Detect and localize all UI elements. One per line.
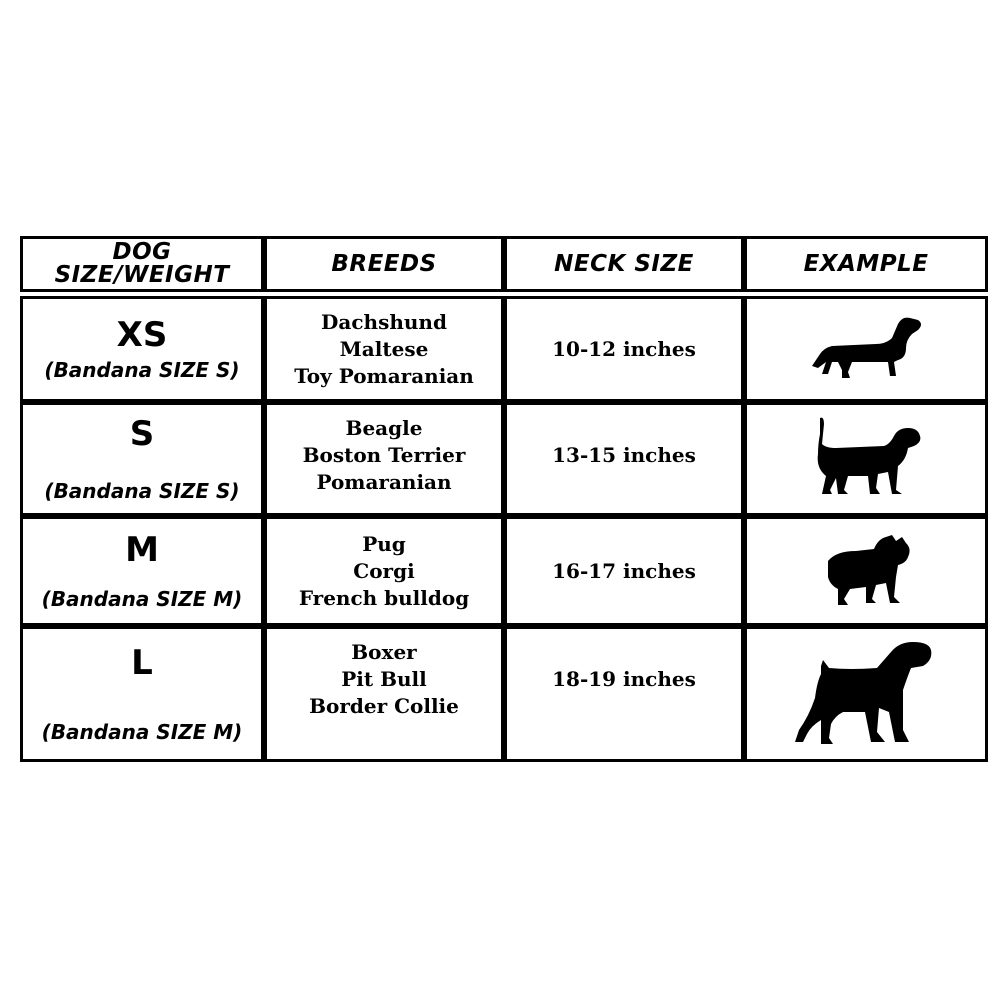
header-size-label: DOG SIZE/WEIGHT — [54, 239, 230, 288]
breed-name: Corgi — [353, 558, 415, 583]
breed-name: Pomaranian — [316, 470, 452, 494]
neck-size: 13-15 inches — [552, 443, 696, 467]
row-xs-size-cell — [20, 296, 264, 402]
size-chart-table — [20, 236, 988, 766]
row-s-example-cell — [744, 402, 988, 516]
header-example-label: EXAMPLE — [803, 250, 929, 277]
row-l-size-cell — [20, 626, 264, 762]
size-code: XS — [116, 315, 168, 355]
row-xs-breeds-cell — [264, 296, 504, 402]
header-size-cell — [20, 236, 264, 292]
row-m-size-cell — [20, 516, 264, 626]
breed-name: Boxer — [351, 640, 417, 664]
breed-name: French bulldog — [298, 585, 470, 610]
header-breeds-label: BREEDS — [331, 250, 437, 277]
breed-name: Toy Pomaranian — [294, 363, 474, 388]
row-xs-example-cell — [744, 296, 988, 402]
breed-name: Dachshund — [321, 309, 447, 334]
breed-name: Beagle — [345, 416, 423, 440]
header-neck-cell — [504, 236, 744, 292]
bandana-size: (Bandana SIZE S) — [44, 358, 240, 382]
row-l-neck-cell — [504, 626, 744, 762]
neck-size: 18-19 inches — [552, 667, 696, 691]
row-s-neck-cell — [504, 402, 744, 516]
breed-name: Pug — [362, 531, 406, 556]
neck-size: 10-12 inches — [552, 337, 696, 361]
boxer-silhouette-icon — [791, 638, 941, 750]
header-breeds-cell — [264, 236, 504, 292]
dachshund-silhouette-icon — [806, 314, 926, 384]
breed-name: Boston Terrier — [302, 443, 466, 467]
row-m-example-cell — [744, 516, 988, 626]
neck-size: 16-17 inches — [552, 559, 696, 583]
bandana-size: (Bandana SIZE S) — [44, 479, 240, 503]
row-m-neck-cell — [504, 516, 744, 626]
beagle-silhouette-icon — [806, 414, 926, 504]
row-s-breeds-cell — [264, 402, 504, 516]
header-neck-label: NECK SIZE — [554, 250, 694, 277]
bulldog-silhouette-icon — [816, 533, 916, 609]
row-xs-neck-cell — [504, 296, 744, 402]
size-code: M — [125, 530, 159, 570]
size-code: L — [131, 643, 153, 683]
row-l-breeds-cell — [264, 626, 504, 762]
breed-name: Border Collie — [309, 694, 459, 718]
breed-name: Pit Bull — [341, 667, 427, 691]
size-code: S — [129, 414, 155, 454]
row-l-example-cell — [744, 626, 988, 762]
row-m-breeds-cell — [264, 516, 504, 626]
row-s-size-cell — [20, 402, 264, 516]
bandana-size: (Bandana SIZE M) — [41, 720, 243, 744]
header-example-cell — [744, 236, 988, 292]
breed-name: Maltese — [339, 336, 429, 361]
bandana-size: (Bandana SIZE M) — [41, 587, 243, 611]
